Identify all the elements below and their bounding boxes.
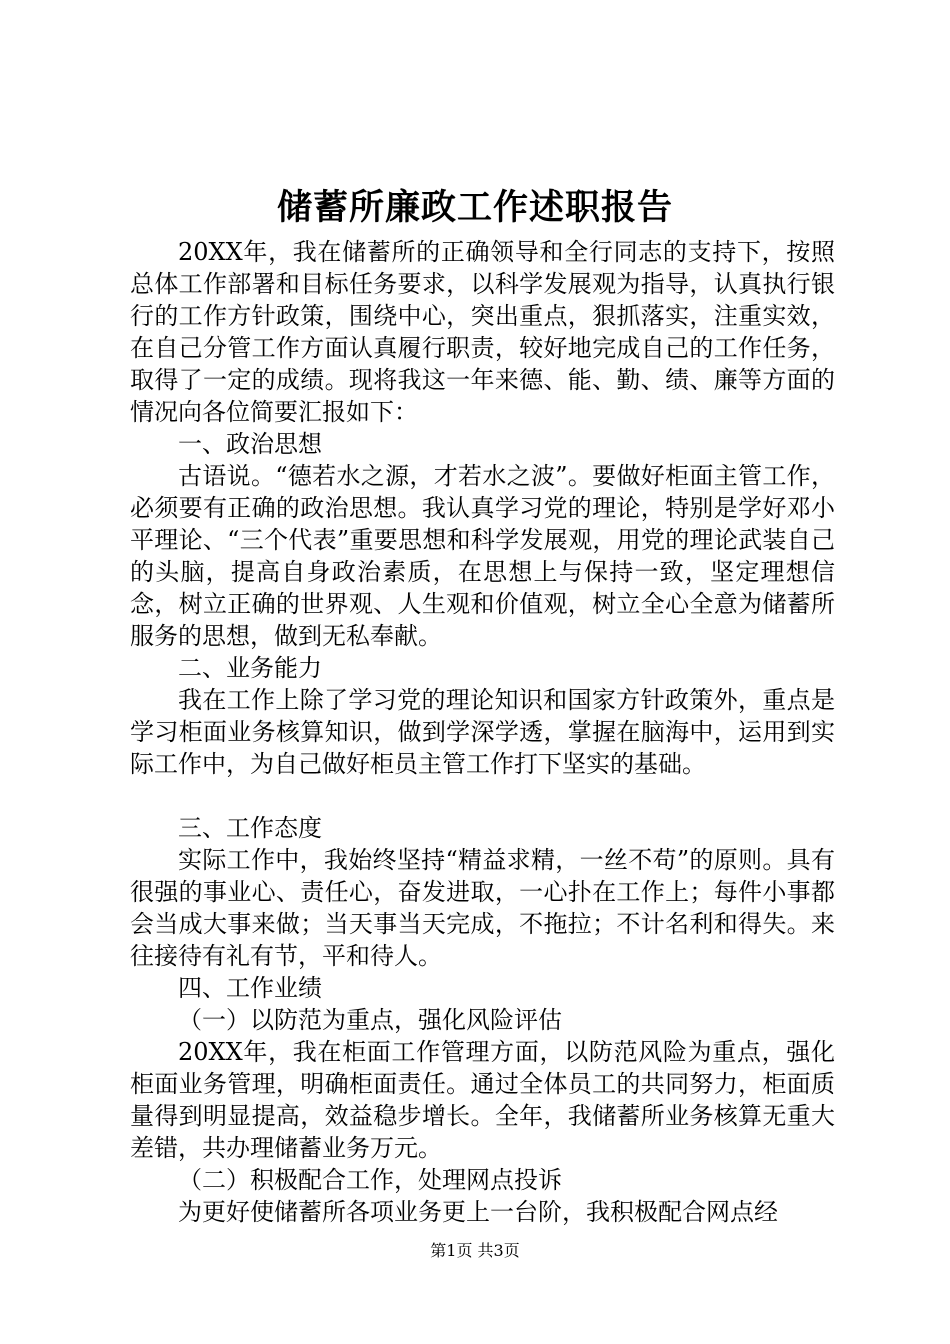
risk-paragraph: 20XX年，我在柜面工作管理方面，以防范风险为重点，强化柜面业务管理，明确柜面责任。通过全体员工的共同努力，柜面质量得到明显提高，效益稳步增长。全年，我储蓄所业务核算无重大差错，共办理储蓄业务万元。 bbox=[130, 1038, 835, 1162]
document-body bbox=[130, 236, 835, 1228]
section-heading-politics: 一、政治思想 bbox=[178, 430, 322, 458]
politics-paragraph: 古语说。“德若水之源，才若水之波”。要做好柜面主管工作，必须要有正确的政治思想。我认真学习党的理论，特别是学好邓小平理论、“三个代表”重要思想和科学发展观，用党的理论武装自己的头脑，提高自身政治素质，在思想上与保持一致，坚定理想信念，树立正确的世界观、人生观和价值观，树立全心全意为储蓄所服务的思想，做到无私奉献。 bbox=[130, 462, 835, 650]
subsection-heading-complaints: （二）积极配合工作，处理网点投诉 bbox=[178, 1166, 562, 1194]
ability-paragraph: 我在工作上除了学习党的理论知识和国家方针政策外，重点是学习柜面业务核算知识，做到学深学透，掌握在脑海中，运用到实际工作中，为自己做好柜员主管工作打下坚实的基础。 bbox=[130, 686, 835, 778]
section-heading-achievements: 四、工作业绩 bbox=[178, 974, 322, 1002]
page-number-footer: 第1页 共3页 bbox=[430, 1241, 520, 1260]
document-title: 储蓄所廉政工作述职报告 bbox=[276, 187, 673, 228]
subsection-heading-risk: （一）以防范为重点，强化风险评估 bbox=[178, 1006, 562, 1034]
attitude-paragraph: 实际工作中，我始终坚持“精益求精，一丝不苟”的原则。具有很强的事业心、责任心，奋发进取，一心扑在工作上；每件小事都会当成大事来做；当天事当天完成，不拖拉；不计名利和得失。来往接待有礼有节，平和待人。 bbox=[130, 846, 835, 970]
complaints-paragraph: 为更好使储蓄所各项业务更上一台阶，我积极配合网点经 bbox=[178, 1198, 778, 1226]
section-heading-attitude: 三、工作态度 bbox=[178, 814, 322, 842]
intro-paragraph: 20XX年，我在储蓄所的正确领导和全行同志的支持下，按照总体工作部署和目标任务要求，以科学发展观为指导，认真执行银行的工作方针政策，围绕中心，突出重点，狠抓落实，注重实效，在自己分管工作方面认真履行职责，较好地完成自己的工作任务，取得了一定的成绩。现将我这一年来德、能、勤、绩、廉等方面的情况向各位简要汇报如下： bbox=[130, 238, 835, 426]
section-heading-ability: 二、业务能力 bbox=[178, 654, 322, 682]
